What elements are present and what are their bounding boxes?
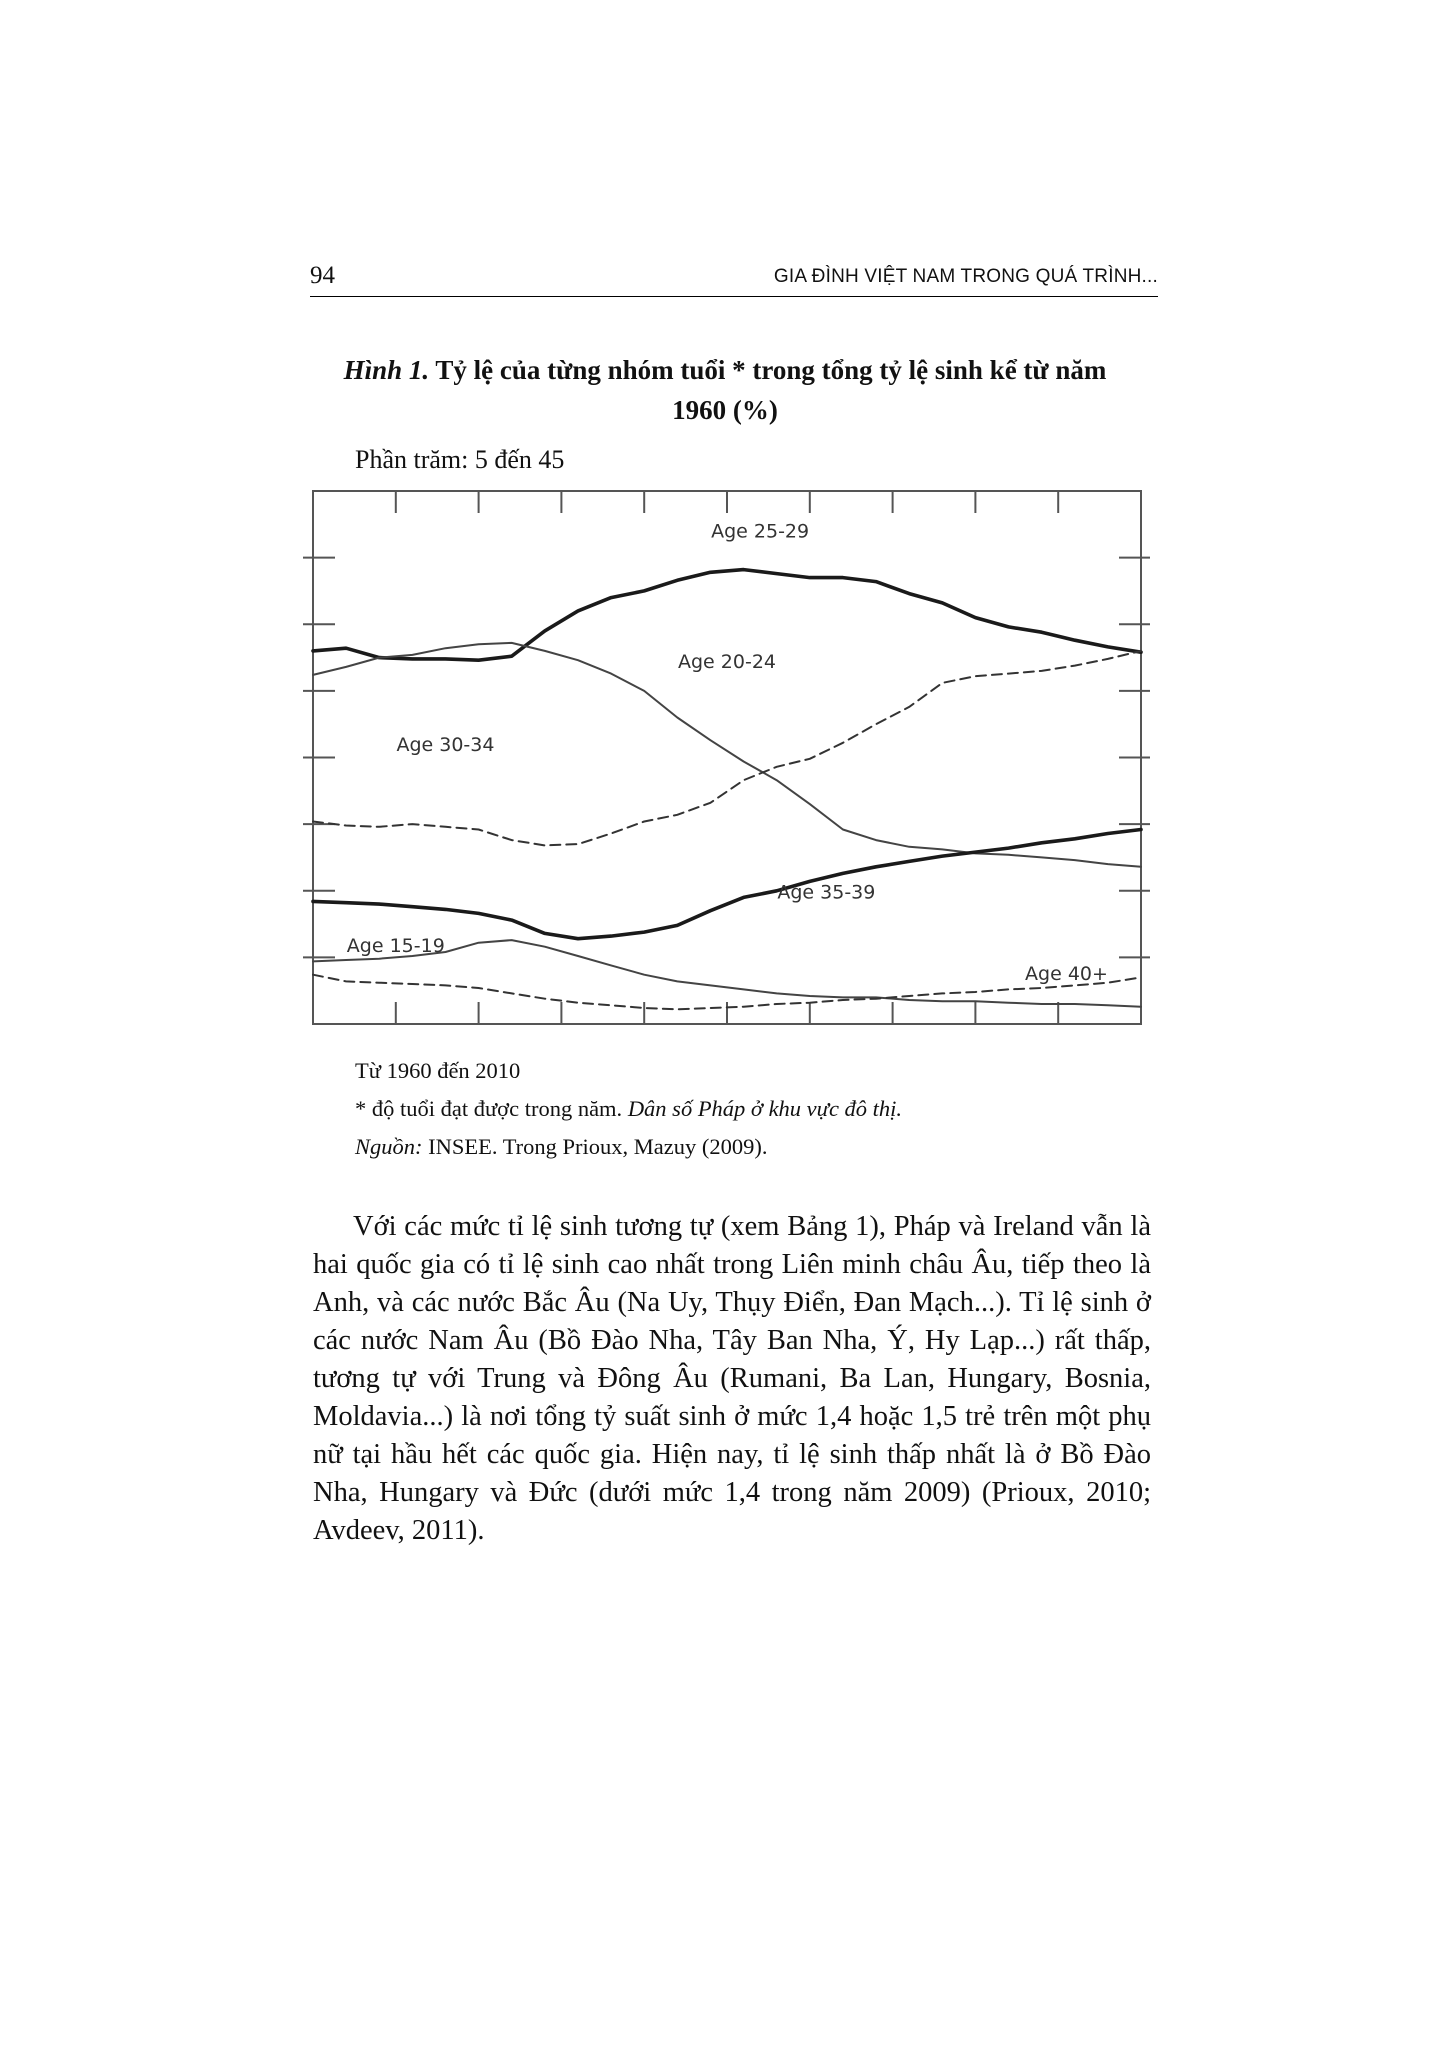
footnote-italic: Dân số Pháp ở khu vực đô thị. xyxy=(627,1096,903,1121)
header-rule xyxy=(310,296,1158,297)
page-number: 94 xyxy=(310,262,335,289)
figure-footnote xyxy=(355,1090,902,1128)
y-range-label: Phần trăm: 5 đến 45 xyxy=(355,445,565,474)
footnote-plain: * độ tuổi đạt được trong năm. xyxy=(355,1096,628,1121)
figure-notes xyxy=(355,1052,902,1166)
series-label-age-30-34: Age 30-34 xyxy=(396,733,495,756)
x-range-label: Từ 1960 đến 2010 xyxy=(355,1058,521,1083)
body-text xyxy=(313,1208,1151,1550)
figure-caption-lead: Hình 1. xyxy=(343,355,430,385)
series-line-age-25-29 xyxy=(313,570,1141,661)
series-label-age-25-29: Age 25-29 xyxy=(711,520,810,543)
line-chart xyxy=(300,485,1150,1040)
figure-caption-text: Tỷ lệ của từng nhóm tuổi * trong tổng tỷ lệ sinh kể từ năm 1960 (%) xyxy=(435,355,1107,425)
series-label-age-35-39: Age 35-39 xyxy=(777,881,876,904)
figure-caption xyxy=(330,350,1120,430)
series-label-age-40: Age 40+ xyxy=(1025,963,1108,986)
series-labels xyxy=(347,521,1108,985)
figure-source xyxy=(355,1128,902,1166)
source-label: Nguồn: xyxy=(355,1134,423,1159)
book-title: GIA ĐÌNH VIỆT NAM TRONG QUÁ TRÌNH... xyxy=(773,266,1158,287)
series-label-age-20-24: Age 20-24 xyxy=(678,651,776,674)
running-head xyxy=(310,262,1158,296)
series-label-age-15-19: Age 15-19 xyxy=(346,935,445,958)
series-line-age-35-39 xyxy=(313,830,1141,939)
source-text: INSEE. Trong Prioux, Mazuy (2009). xyxy=(422,1134,768,1159)
body-paragraph: Với các mức tỉ lệ sinh tương tự (xem Bảng 1), Pháp và Ireland vẫn là hai quốc gia có tỉ lệ sinh cao nhất trong Liên minh châu Âu, tiếp theo là Anh, và các nước Bắc Âu (Na Uy, Thụy Điển, Đan Mạch...). Tỉ lệ sinh ở các nước Nam Âu (Bồ Đào Nha, Tây Ban Nha, Ý, Hy Lạp...) rất thấp, tương tự với Trung và Đông Âu (Rumani, Ba Lan, Hungary, Bosnia, Moldavia...) là nơi tổng tỷ suất sinh ở mức 1,4 hoặc 1,5 trẻ trên một phụ nữ tại hầu hết các quốc gia. Hiện nay, tỉ lệ sinh thấp nhất là ở Bồ Đào Nha, Hungary và Đức (dưới mức 1,4 trong năm 2009) (Prioux, 2010; Avdeev, 2011). xyxy=(313,1211,1151,1546)
